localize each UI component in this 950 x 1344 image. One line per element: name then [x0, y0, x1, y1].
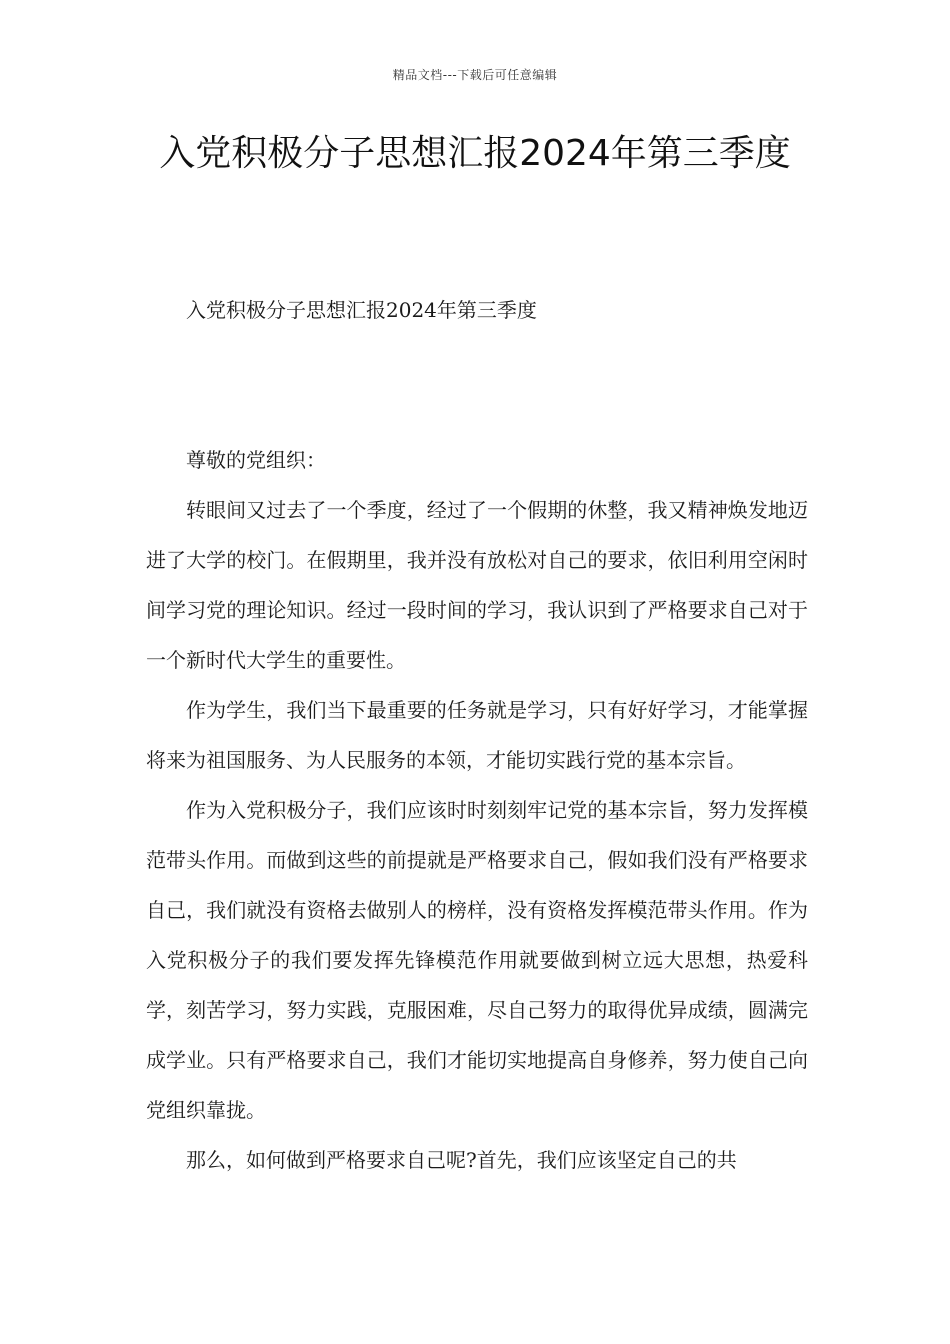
- document-title: 入党积极分子思想汇报2024年第三季度: [159, 133, 791, 174]
- document-subtitle: 入党积极分子思想汇报2024年第三季度: [186, 298, 537, 322]
- greeting: 尊敬的党组织：: [186, 448, 326, 472]
- paragraph: 转眼间又过去了一个季度，经过了一个假期的休整，我又精神焕发地迈进了大学的校门。在假期里，我并没有放松对自己的要求，依旧利用空闲时间学习党的理论知识。经过一段时间的学习，我认识到了严格要求自己对于一个新时代大学生的重要性。: [146, 498, 808, 672]
- paragraph: 作为学生，我们当下最重要的任务就是学习，只有好好学习，才能掌握将来为祖国服务、为人民服务的本领，才能切实践行党的基本宗旨。: [146, 698, 808, 772]
- paragraph: 作为入党积极分子，我们应该时时刻刻牢记党的基本宗旨，努力发挥模范带头作用。而做到这些的前提就是严格要求自己，假如我们没有严格要求自己，我们就没有资格去做别人的榜样，没有资格发挥模范带头作用。作为入党积极分子的我们要发挥先锋模范作用就要做到树立远大思想，热爱科学，刻苦学习，努力实践，克服困难，尽自己努力的取得优异成绩，圆满完成学业。只有严格要求自己，我们才能切实地提高自身修养，努力使自己向党组织靠拢。: [146, 798, 808, 1122]
- paragraph: 那么，如何做到严格要求自己呢?首先，我们应该坚定自己的共: [186, 1148, 737, 1172]
- document-body: [146, 285, 808, 1185]
- header-note: 精品文档---下载后可任意编辑: [392, 68, 558, 82]
